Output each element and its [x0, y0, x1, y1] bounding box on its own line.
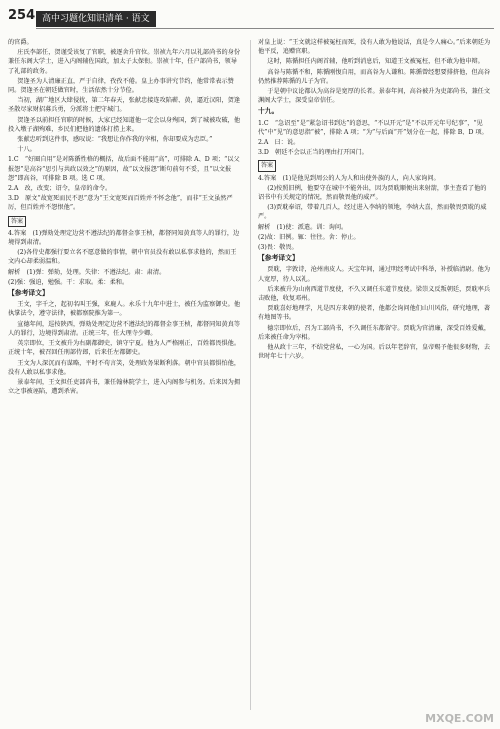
answer-item: 解析 (1)弹：弹劾，处理。失律：不遵法纪。肃：肃清。	[8, 268, 166, 276]
section-heading: 【参考译文】	[258, 254, 299, 263]
answer-item: (3)畏：敬畏。	[258, 244, 298, 252]
paragraph: 王文为人深沉而有谋略，平时不苟言笑，处理政务果断利落。朝中官员都惧怕他，没有人敢以私事求他。	[8, 359, 241, 376]
paragraph: 贺逢圣为人清廉正直，严于自律，孜孜不倦。皇上办事讲究节约，他常常表示赞同。贺逢圣在朝廷做官时，生活依然十分节俭。	[8, 77, 234, 95]
paragraph: (2)各侍史都强行要立名不愿意做的事情，朝中官员没有敢以私事求他的，然而王文内心却柔弱温和。	[8, 249, 237, 266]
paragraph: (2)按照旧例，他要守在城中不能外出，因为贾耽顺便出来射箭，事主查看了他的诏书中有关规定的情况，然而敬畏他的威严。	[258, 184, 487, 202]
paragraph: 这时，陈循担任内阁首辅，他听到消息后，知道王文被冤枉，但不敢为他申辩。	[267, 58, 484, 66]
paragraph: (3)贾耽奉诏，带着几百人，经过进入李纳的领地，李纳大喜，然而敬畏贾耽的威严。	[258, 204, 487, 221]
paragraph: 对皇上说：“王文就这样被冤枉而死，没有人敢为他说话，真是令人痛心。”后来朝廷为他平反，追赠官职。	[258, 39, 491, 56]
paragraph: 贾耽，字敦诗，沧州南皮人。天宝年间，通过明经考试中科举，补授临清尉。他为人宽厚，待人以礼。	[258, 266, 491, 283]
answer-item: (2)故：旧例。辄：往往。舍：停止。	[258, 233, 360, 241]
answer-item: 3.D 朝廷不会以正当的理由打开国门。	[258, 149, 368, 157]
answer-item: 3.D 原文“故宽死而民不思”意为“王文宽死而百姓并不怀念他”，而非“王文虽然严厉，但百姓并不怨恨他”。	[8, 195, 233, 212]
page-header	[6, 6, 494, 34]
page-number: 254	[8, 8, 36, 23]
paragraph: 后来被升为山南西道节度使，不久又调任东道节度使。梁崇义反叛朝廷，贾耽率兵击败他，收复邓州。	[258, 285, 491, 303]
paragraph: 贾耽喜好地理学，凡是四方来朝的使者，他都会询问他们山川风俗，研究地理，著有地图等书。	[258, 305, 491, 322]
paragraph: 庄氏李部任，贺谨受该复了官职，被逐舍升官位。崇祯九年六月以礼部尚书的身份兼任东阁大学士，进入内阁辅佐国政，加太子太保衔。崇祯十年，任户部尚书，领导了礼部的政务。	[8, 49, 241, 75]
paragraph: 贺逢圣以前担任官职的时候，大家已经知道他一定会以身殉国，到了城被攻破，他投入墩子湖殉难，乡民们把他的遗体打捞上来。	[8, 116, 241, 133]
paragraph: 德宗即位后，召为工部尚书，不久调任东都留守。贾耽为官清廉，深受百姓爱戴，后来被任命为宰相。	[258, 324, 491, 341]
answer-item: 解析 (1)使：派遣。训：询问。	[258, 223, 348, 231]
paragraph: 十八。	[17, 146, 36, 154]
answer-badge: 答案	[8, 216, 26, 227]
section-heading: 十九。	[258, 107, 279, 116]
answer-badge: 答案	[258, 160, 276, 171]
answer-item: 2.A 曰：说。	[258, 139, 300, 147]
answer-item: 1.C “好圈自用”是对陈循性格的概括，故后面不能用“高”，可排除 A、D 项；“以父报怨”是高谷“思引与共政以效之”的原因，故“以文报怨”断句前句不妥，且“以文报怨”即高谷，可排除 B 项。选 C 项。	[8, 156, 240, 182]
header-rule	[36, 28, 494, 29]
paragraph: 高谷与陈循不和，陈循刚愎自用，而高谷为人谦和。陈循曾经想要排挤他，但高谷仍然推荐陈循的儿子为官。	[258, 68, 491, 85]
answer-item: 2.A 改，改变；诏令，皇帝的命令。	[8, 185, 112, 193]
right-column	[258, 38, 492, 716]
paragraph: 的官爵。	[8, 39, 33, 46]
paragraph: 英宗即位，王文被升为右副都御史，镇守宁夏。他为人严格刚正，百姓都畏惧他。正统十年，被召回任刑部侍郎，后来任左都御史。	[8, 340, 241, 357]
column-divider	[250, 40, 251, 710]
paragraph: 于是朝中议论都认为高谷是宽厚的长者。景泰年间，高谷被升为吏部尚书，兼任文渊阁大学士，深受皇帝信任。	[258, 88, 491, 105]
paragraph: 张献忠听到这件事，感叹说：“我想让你作我的宰相，你却要成为忠臣。”	[17, 136, 213, 144]
section-heading: 【参考译文】	[8, 289, 49, 298]
watermark: MXQE.COM	[425, 712, 494, 725]
answer-item: 4.答案 (1)弹劾处理定边营不遵法纪的都督金事王桢，都督同知黄真等人的罪行，边境得到肃清。	[8, 229, 240, 247]
paragraph: 当初，湖广地区大肆侵扰，第二年春天，张献忠接连攻陷蕲、黄，逼近汉阳，贺逢圣散尽家财招募兵勇，分派将士把守城门。	[8, 97, 241, 114]
paragraph: 他从政十三年，不结党营私，一心为国。后以年老辞官，皇帝赐予他很多财物，去世时年七十六岁。	[258, 344, 491, 361]
paragraph: 宣德年间，巡按陕西，弹劾处理定边营不遵法纪的都督金事王桢，都督同知黄真等人的罪行，边境得到肃清。正统三年，任大理寺少卿。	[8, 320, 241, 337]
answer-item: (2)强：强迫，勉强。干：求取。柔：柔和。	[8, 278, 129, 286]
paragraph: 王文，字千之，起初名叫王强，束鹿人。永乐十九年中进士，被任为监察御史。他执掌法令，遵守法律，被都察院推为第一。	[8, 301, 241, 318]
paragraph: 景泰年间，王文担任吏部尚书，兼任翰林院学士，进入内阁参与机务。后来因为拥立之事被诬陷，遭到杀害。	[8, 378, 241, 396]
left-column	[8, 38, 242, 716]
answer-item: 4.答案 (1)是他见到周公的人为人和出使外族的人，向人家询问。	[258, 174, 440, 182]
book-title: 高中习题化知识清单 · 语文	[36, 11, 156, 27]
answer-item: 1.C “急诏至”是“紧急诏书到达”的意思，“不以开元”是“不以开元年号纪事”，“见代”中“见”的意思指“被”，排除 A 项；“为”与后面“开”划分在一起，排除 B、D 项。	[258, 119, 488, 136]
